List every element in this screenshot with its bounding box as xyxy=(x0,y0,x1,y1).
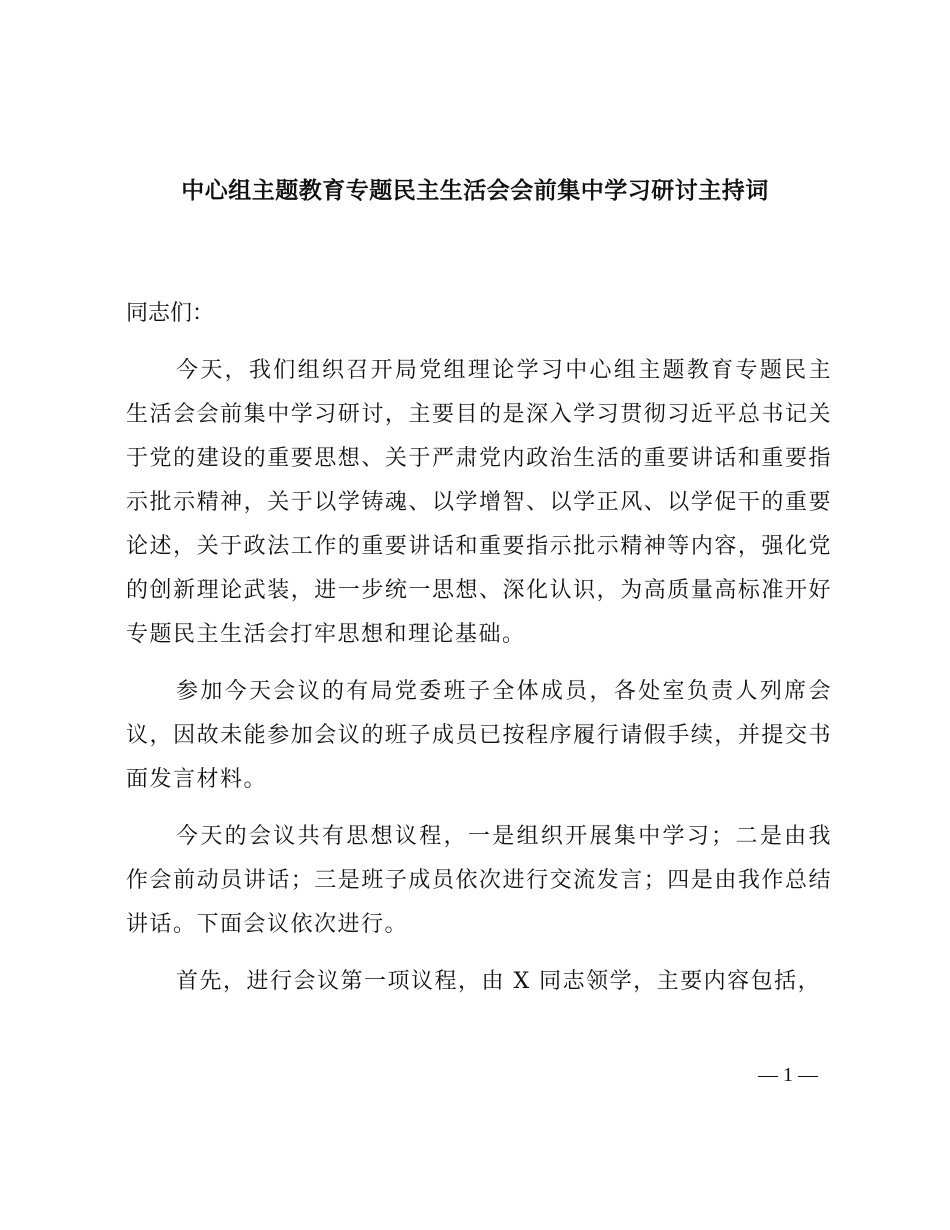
page-number: — 1 — xyxy=(758,1064,818,1086)
paragraph-4: 首先，进行会议第一项议程，由 X 同志领学，主要内容包括， xyxy=(176,969,822,994)
salutation: 同志们： xyxy=(126,301,215,326)
document-body xyxy=(126,292,832,1017)
document-title: 中心组主题教育专题民主生活会会前集中学习研讨主持词 xyxy=(181,177,769,204)
paragraph-1: 今天，我们组织召开局党组理论学习中心组主题教育专题民主生活会会前集中学习研讨，主要目的是深入学习贯彻习近平总书记关于党的建设的重要思想、关于严肃党内政治生活的重要讲话和重要指示批示精神，关于以学铸魂、以学增智、以学正风、以学促干的重要论述，关于政法工作的重要讲话和重要指示批示精神等内容，强化党的创新理论武装，进一步统一思想、深化认识，为高质量高标准开好专题民主生活会打牢思想和理论基础。 xyxy=(126,358,832,647)
paragraph-3: 今天的会议共有思想议程，一是组织开展集中学习；二是由我作会前动员讲话；三是班子成员依次进行交流发言；四是由我作总结讲话。下面会议依次进行。 xyxy=(126,824,832,937)
paragraph-2: 参加今天会议的有局党委班子全体成员，各处室负责人列席会议，因故未能参加会议的班子成员已按程序履行请假手续，并提交书面发言材料。 xyxy=(126,679,832,792)
